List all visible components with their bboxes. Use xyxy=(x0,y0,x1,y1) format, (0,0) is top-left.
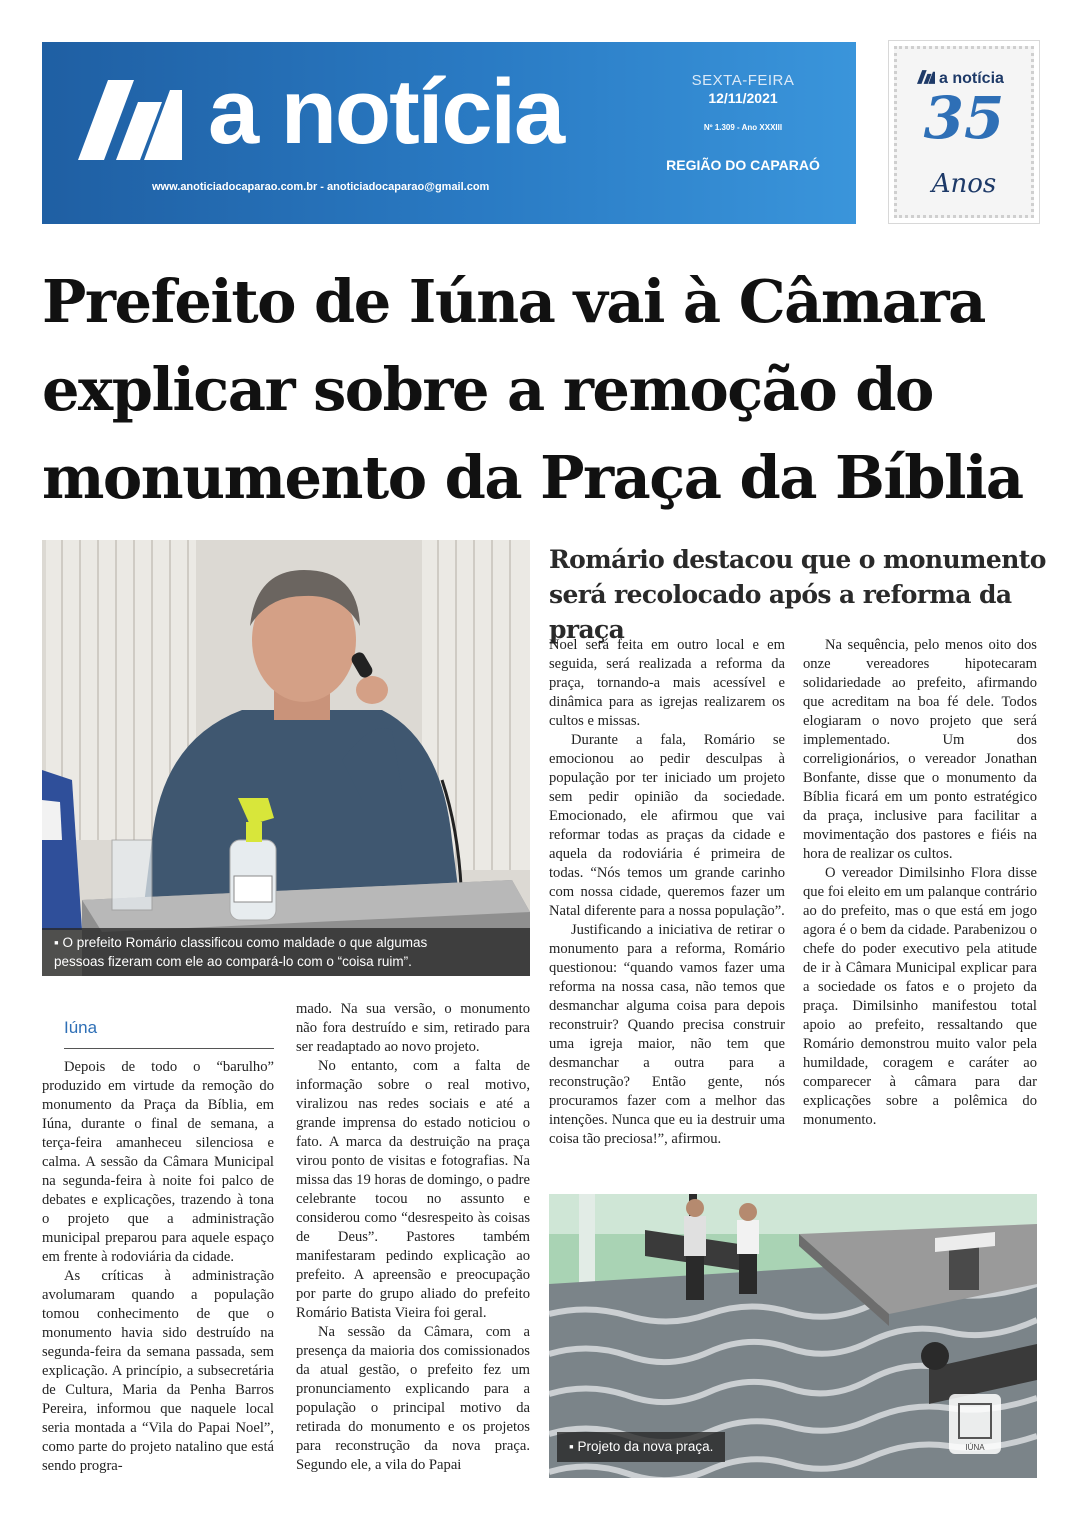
paragraph: Depois de todo o “barulho” produzido em virtude da remoção do monumento da Praça da Bíblia, em Iúna, durante o final de semana, a terça-feira amanheceu silenciosa e calma. A sessão da Câmara Municipal na segunda-feira à noite foi palco de debates e explicações, trazendo à tona o projeto que a administração municipal preparou para aquele espaço em frente à rodoviária da cidade. xyxy=(42,1059,274,1265)
subheadline xyxy=(549,542,1049,647)
photo-caption: ▪ Projeto da nova praça. xyxy=(557,1432,725,1462)
contact-info: www.anoticiadocaparao.com.br - anoticiadocaparao@gmail.com xyxy=(152,181,490,193)
issue-edition: Nº 1.309 - Ano XXXIII xyxy=(703,123,783,132)
article-column-1 xyxy=(42,1058,274,1476)
headline-line: Prefeito de Iúna vai à Câmara xyxy=(42,267,985,336)
mayor-photo-illustration xyxy=(42,540,530,976)
article-column-4 xyxy=(803,636,1037,1130)
headline-line: explicar sobre a remoção do xyxy=(42,355,933,424)
paragraph: Durante a fala, Romário se emocionou ao pedir desculpas à população por ter iniciado um projeto sem pedir opinião da sociedade. Emocionado, ele afirmou que vai reformar todas as praças da cidade e aquela da rodoviária é primeira de todas. “Nós temos um grande carinho com nossa cidade, queremos fazer um Natal diferente para a nossa população”. xyxy=(549,732,785,919)
paragraph: Justificando a iniciativa de retirar o monumento para a reforma, Romário questionou: “quando vamos fazer uma reforma na nossa casa, não temos que desmanchar alguma coisa para depois reconstruir? Quando precisa construir uma igreja maior, não tem que desmanchar a outra para a reconstrução? Então gente, nós procuramos fazer com a melhor das intenções. Nunca que eu ia destruir uma coisa tão preciosa!”, afirmou. xyxy=(549,922,785,1147)
issue-region: REGIÃO DO CAPARAÓ xyxy=(666,157,820,173)
caption-line: pessoas fizeram com ele ao compará-lo com o “coisa ruim”. xyxy=(54,954,412,969)
issue-date: 12/11/2021 xyxy=(708,90,778,106)
paragraph: Na sessão da Câmara, com a presença da maioria dos comissionados da atual gestão, o prefeito fez um pronunciamento explicando para a população o principal motivo da retirada do monumento e os projetos para reconstrução da nova praça. Segundo ele, a vila do Papai xyxy=(296,1324,530,1473)
caption-line: ▪ O prefeito Romário classificou como maldade o que algumas xyxy=(54,935,428,950)
issue-info xyxy=(654,72,832,173)
section-divider xyxy=(64,1048,274,1049)
crest-text: IÚNA xyxy=(965,1443,985,1452)
logo-mark-icon xyxy=(78,80,182,160)
issue-weekday: SEXTA-FEIRA xyxy=(691,72,795,89)
subheadline-line: Romário destacou que o monumento xyxy=(549,545,1046,574)
anniversary-stamp xyxy=(894,46,1034,218)
stamp-brand-text: a notícia xyxy=(939,70,1004,87)
paragraph: As críticas à administração avolumaram quando a população tomou conhecimento de que o monumento havia sido destruído na segunda-feira da semana passada, sem explicação. A princípio, a subsecretária de Cultura, Maria da Penha Barros Pereira, informou que naquele local seria montada a “Vila do Papai Noel”, como parte do projeto natalino que está sendo progra- xyxy=(42,1268,274,1474)
logo-text: a notícia xyxy=(208,61,564,163)
masthead xyxy=(42,42,856,224)
photo-plaza-project xyxy=(549,1194,1037,1478)
paragraph: Noel será feita em outro local e em seguida, será realizada a reforma da praça, tornando-a mais acessível e dinâmica para as igrejas realizarem os cultos e missas. xyxy=(549,637,785,729)
photo-caption xyxy=(42,928,530,976)
article-column-2 xyxy=(296,1000,530,1475)
paragraph: O vereador Dimilsinho Flora disse que foi eleito em um palanque contrário ao do prefeito, mas o que está em jogo agora é o bem da cidade. Parabenizou o chefe do poder executivo pela atitude de ir à Câmara Municipal explicar para a sociedade os fatos e o projeto da praça. Dimilsinho manifestou total apoio ao prefeito, ressaltando que Romário demonstrou muito valor pela humildade, coragem e caráter ao comparecer à câmara para dar explicações sobre a polêmica do monumento. xyxy=(803,865,1037,1128)
subheadline-line: será recolocado após a reforma da praça xyxy=(549,580,1012,644)
paragraph: No entanto, com a falta de informação sobre o real motivo, viralizou nas redes sociais e até a grande imprensa do estado noticiou o fato. A marca da destruição na praça virou ponto de visitas e fotografias. Na missa das 19 horas de domingo, o padre celebrante tocou no assunto e considerou como “desrespeito às coisas de Deus”. Pastores também manifestaram pedindo explicação ao prefeito. A apreensão e preocupação por parte do grupo aliado do prefeito Romário Batista Vieira foi geral. xyxy=(296,1058,530,1321)
paragraph: Na sequência, pelo menos oito dos onze vereadores hipotecaram solidariedade ao prefeito, afirmando que acreditam na boa fé dele. Todos elogiaram o novo projeto que será implementado. Um dos correligionários, o vereador Jonathan Bonfante, disse que o monumento da Bíblia ficará em um ponto estratégico da praça, inclusive para facilitar a movimentação dos pastores e fiéis na hora de realizar os cultos. xyxy=(803,637,1037,862)
stamp-label: Anos xyxy=(931,169,997,199)
headline xyxy=(42,258,1042,522)
headline-line: monumento da Praça da Bíblia xyxy=(42,443,1023,512)
mini-logo-icon xyxy=(917,69,935,85)
stamp-number: 35 xyxy=(923,84,1005,152)
photo-mayor-speaking xyxy=(42,540,530,976)
paragraph: mado. Na sua versão, o monumento não fora destruído e sim, retirado para ser readaptado ao novo projeto. xyxy=(296,1001,530,1055)
section-label: Iúna xyxy=(64,1018,98,1037)
article-column-3 xyxy=(549,636,785,1149)
